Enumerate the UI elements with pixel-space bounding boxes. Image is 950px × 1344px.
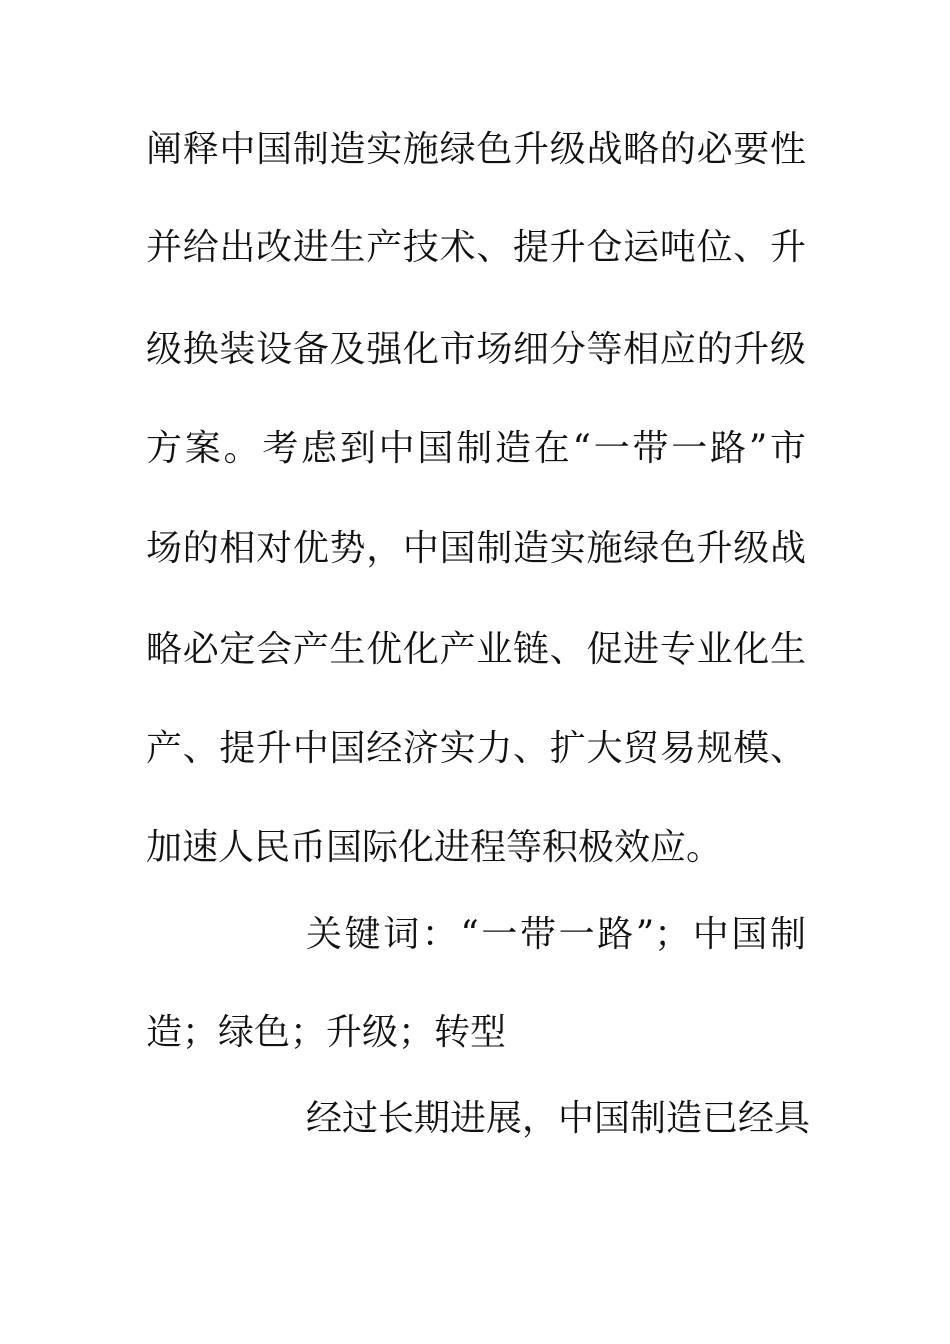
abstract-line-1: 阐释中国制造实施绿色升级战略的必要性 xyxy=(146,129,806,170)
keywords-line-2: 造；绿色；升级；转型 xyxy=(146,1012,507,1053)
body-paragraph-line-1: 经过长期进展，中国制造已经具 xyxy=(306,1098,811,1139)
abstract-line-3: 级换装设备及强化市场细分等相应的升级 xyxy=(146,329,806,370)
keywords-line-1: 关键词：“一带一路”；中国制 xyxy=(306,914,806,955)
abstract-line-6: 略必定会产生优化产业链、促进专业化生 xyxy=(146,629,806,670)
abstract-line-2: 并给出改进生产技术、提升仓运吨位、升 xyxy=(146,227,806,268)
abstract-line-7: 产、提升中国经济实力、扩大贸易规模、 xyxy=(146,728,806,769)
abstract-line-5: 场的相对优势，中国制造实施绿色升级战 xyxy=(146,528,806,569)
abstract-line-4: 方案。考虑到中国制造在“一带一路”市 xyxy=(146,428,806,469)
abstract-line-8: 加速人民币国际化进程等积极效应。 xyxy=(146,827,723,868)
